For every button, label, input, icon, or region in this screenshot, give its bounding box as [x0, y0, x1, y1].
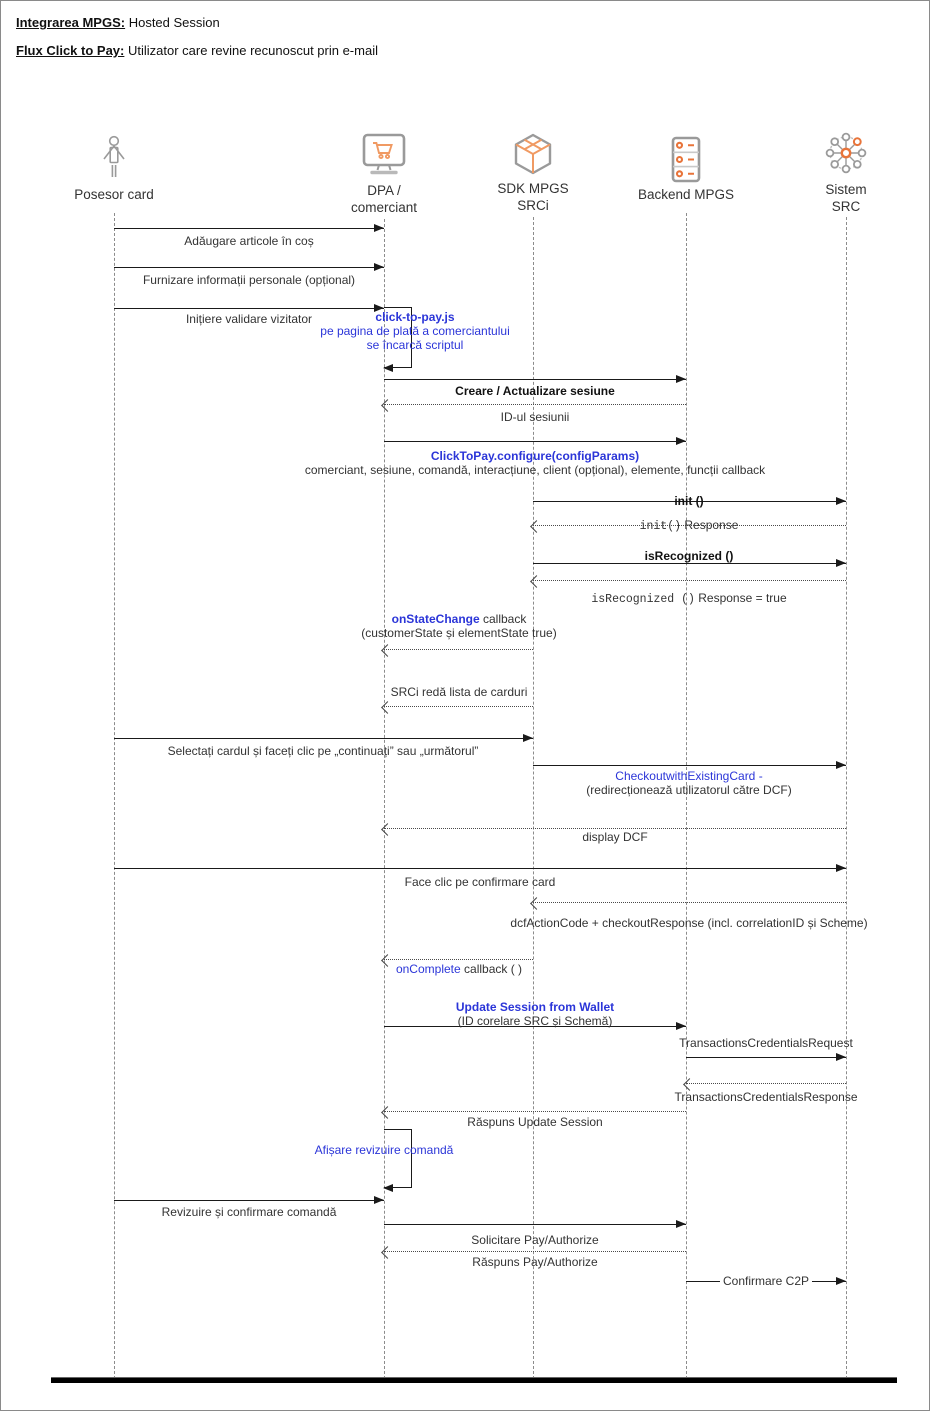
label-text: Response [681, 518, 739, 532]
arrowhead-icon [676, 437, 686, 445]
message-label-add-to-cart: Adăugare articole în coș [184, 234, 314, 248]
message-label-isrecognized: isRecognized () [644, 549, 734, 563]
message-arrow-credentials-response [686, 1083, 846, 1084]
message-arrow-confirm-card [114, 868, 846, 869]
diagram-title [16, 15, 220, 30]
actor-label: DPA / [367, 183, 401, 198]
code-text: onComplete [395, 962, 461, 976]
arrowhead-icon [374, 263, 384, 271]
label-line [361, 612, 556, 626]
message-label-render-cards: SRCi redă lista de carduri [390, 685, 528, 699]
arrowhead-icon [836, 1053, 846, 1061]
arrowhead-icon [383, 1184, 393, 1192]
message-label-isrecognized-response [591, 591, 786, 607]
message-label-personal-info: Furnizare informații personale (opțional) [142, 273, 356, 287]
arrowhead-icon [836, 1277, 846, 1285]
monitor-cart-icon [358, 132, 410, 180]
arrowhead-icon [836, 864, 846, 872]
arrowhead-icon [523, 734, 533, 742]
arrowhead-icon [383, 364, 393, 372]
message-label-create-session: Creare / Actualizare sesiune [455, 384, 615, 398]
subtitle-label: Flux Click to Pay: [16, 43, 125, 58]
arrowhead-icon [374, 224, 384, 232]
selfloop-order-review [384, 1129, 412, 1188]
label-line: comerciant, sesiune, comandă, interacțiune, client (opțional), elemente, funcții callback [304, 463, 766, 477]
label-text: callback [479, 612, 527, 626]
note-order-review: Afișare revizuire comandă [314, 1143, 454, 1157]
message-arrow-isrecognized-response [533, 580, 846, 581]
actor-label-line2: comerciant [350, 200, 418, 215]
subtitle-text: Utilizator care revine recunoscut prin e-mail [124, 43, 378, 58]
message-arrow-pay-authorize-response [384, 1251, 686, 1252]
title-label: Integrarea MPGS: [16, 15, 126, 30]
actor-label: Backend MPGS [637, 187, 735, 202]
actor-label-line2: SRC [831, 199, 861, 214]
label-line: Update Session from Wallet [455, 1000, 615, 1014]
message-label-credentials-response: TransactionsCredentialsResponse [674, 1090, 858, 1104]
message-arrow-update-session-response [384, 1111, 686, 1112]
message-label-dcfactioncode: dcfActionCode + checkoutResponse (incl. correlationID și Scheme) [510, 916, 868, 930]
label-line: ClickToPay.configure(configParams) [430, 449, 640, 463]
title-text: Hosted Session [125, 15, 220, 30]
message-arrow-session-id [384, 404, 686, 405]
note-line: click-to-pay.js [375, 310, 455, 324]
person-icon [92, 134, 136, 184]
message-label-init: init () [674, 494, 704, 508]
message-arrow-isrecognized [533, 563, 846, 564]
message-label-update-session [456, 1000, 614, 1028]
server-list-icon [665, 136, 707, 184]
note-line: se încarcă scriptul [366, 338, 464, 352]
message-label-update-session-response: Răspuns Update Session [467, 1115, 603, 1129]
label-line: (ID corelare SRC și Schemă) [457, 1014, 613, 1028]
actor-posesor-card [39, 134, 189, 203]
arrowhead-icon [676, 1022, 686, 1030]
arrowhead-icon [676, 375, 686, 383]
actor-label: Sistem [825, 182, 867, 197]
code-text: init() [639, 520, 682, 533]
label-line: (redirecționează utilizatorul către DCF) [586, 783, 792, 797]
label-text: Response = true [694, 591, 787, 605]
message-label-onstatechange [361, 612, 556, 640]
message-arrow-onstatechange [384, 649, 533, 650]
actor-sistem-src [771, 129, 921, 215]
message-label-oncomplete [396, 962, 522, 976]
network-icon [820, 129, 872, 179]
actor-dpa-comerciant [309, 132, 459, 216]
lifeline-sistem-src [846, 217, 847, 1379]
message-arrow-dcfactioncode [533, 902, 846, 903]
code-text: isRecognized () [591, 593, 695, 606]
arrowhead-icon [676, 1220, 686, 1228]
message-label-display-dcf: display DCF [582, 830, 648, 844]
message-label-checkout-existing-card [586, 769, 791, 797]
message-arrow-select-card [114, 738, 533, 739]
message-arrow-configure [384, 441, 686, 442]
message-arrow-credentials-request [686, 1057, 846, 1058]
message-label-configure [305, 449, 765, 477]
label-line: CheckoutwithExistingCard - [615, 769, 763, 783]
message-arrow-add-to-cart [114, 228, 384, 229]
message-arrow-display-dcf [384, 828, 846, 829]
message-label-session-id: ID-ul sesiunii [500, 410, 570, 424]
lifeline-posesor-card [114, 213, 115, 1379]
message-arrow-personal-info [114, 267, 384, 268]
label-line: (customerState și elementState true) [361, 626, 557, 640]
message-label-pay-authorize-response: Răspuns Pay/Authorize [472, 1255, 598, 1269]
message-label-init-response [640, 518, 739, 534]
lifeline-dpa-comerciant [384, 219, 385, 1379]
actor-sdk-mpgs-srci [458, 132, 608, 214]
actor-label: SDK MPGS [497, 181, 569, 196]
arrowhead-icon [374, 1196, 384, 1204]
message-label-confirm-card: Face clic pe confirmare card [404, 875, 556, 889]
message-arrow-oncomplete [384, 959, 533, 960]
note-line: pe pagina de plată a comerciantului [320, 324, 510, 338]
note-click-to-pay-js [320, 310, 509, 352]
diagram-end-bar [51, 1377, 897, 1383]
message-arrow-pay-authorize [384, 1224, 686, 1225]
code-text: onStateChange [391, 612, 480, 626]
arrowhead-icon [836, 559, 846, 567]
message-arrow-create-session [384, 379, 686, 380]
label-text: callback ( ) [460, 962, 523, 976]
message-arrow-review-confirm-order [114, 1200, 384, 1201]
message-label-init-validation: Inițiere validare vizitator [185, 312, 313, 326]
package-icon [509, 132, 557, 178]
message-arrow-init-validation [114, 308, 384, 309]
message-label-pay-authorize: Solicitare Pay/Authorize [471, 1233, 599, 1247]
message-label-credentials-request: TransactionsCredentialsRequest [679, 1036, 853, 1050]
diagram-subtitle [16, 43, 378, 58]
message-arrow-checkout-existing-card [533, 765, 846, 766]
actor-label: Posesor card [74, 187, 154, 202]
actor-label-line2: SRCi [517, 198, 549, 213]
message-label-review-confirm-order: Revizuire și confirmare comandă [161, 1205, 337, 1219]
arrowhead-icon [836, 497, 846, 505]
message-label-select-card: Selectați cardul și faceți clic pe „continuați” sau „următorul” [167, 744, 479, 758]
message-arrow-render-cards [384, 706, 533, 707]
actor-backend-mpgs [611, 136, 761, 203]
arrowhead-icon [836, 761, 846, 769]
message-label-confirm-c2p: Confirmare C2P [720, 1274, 812, 1288]
